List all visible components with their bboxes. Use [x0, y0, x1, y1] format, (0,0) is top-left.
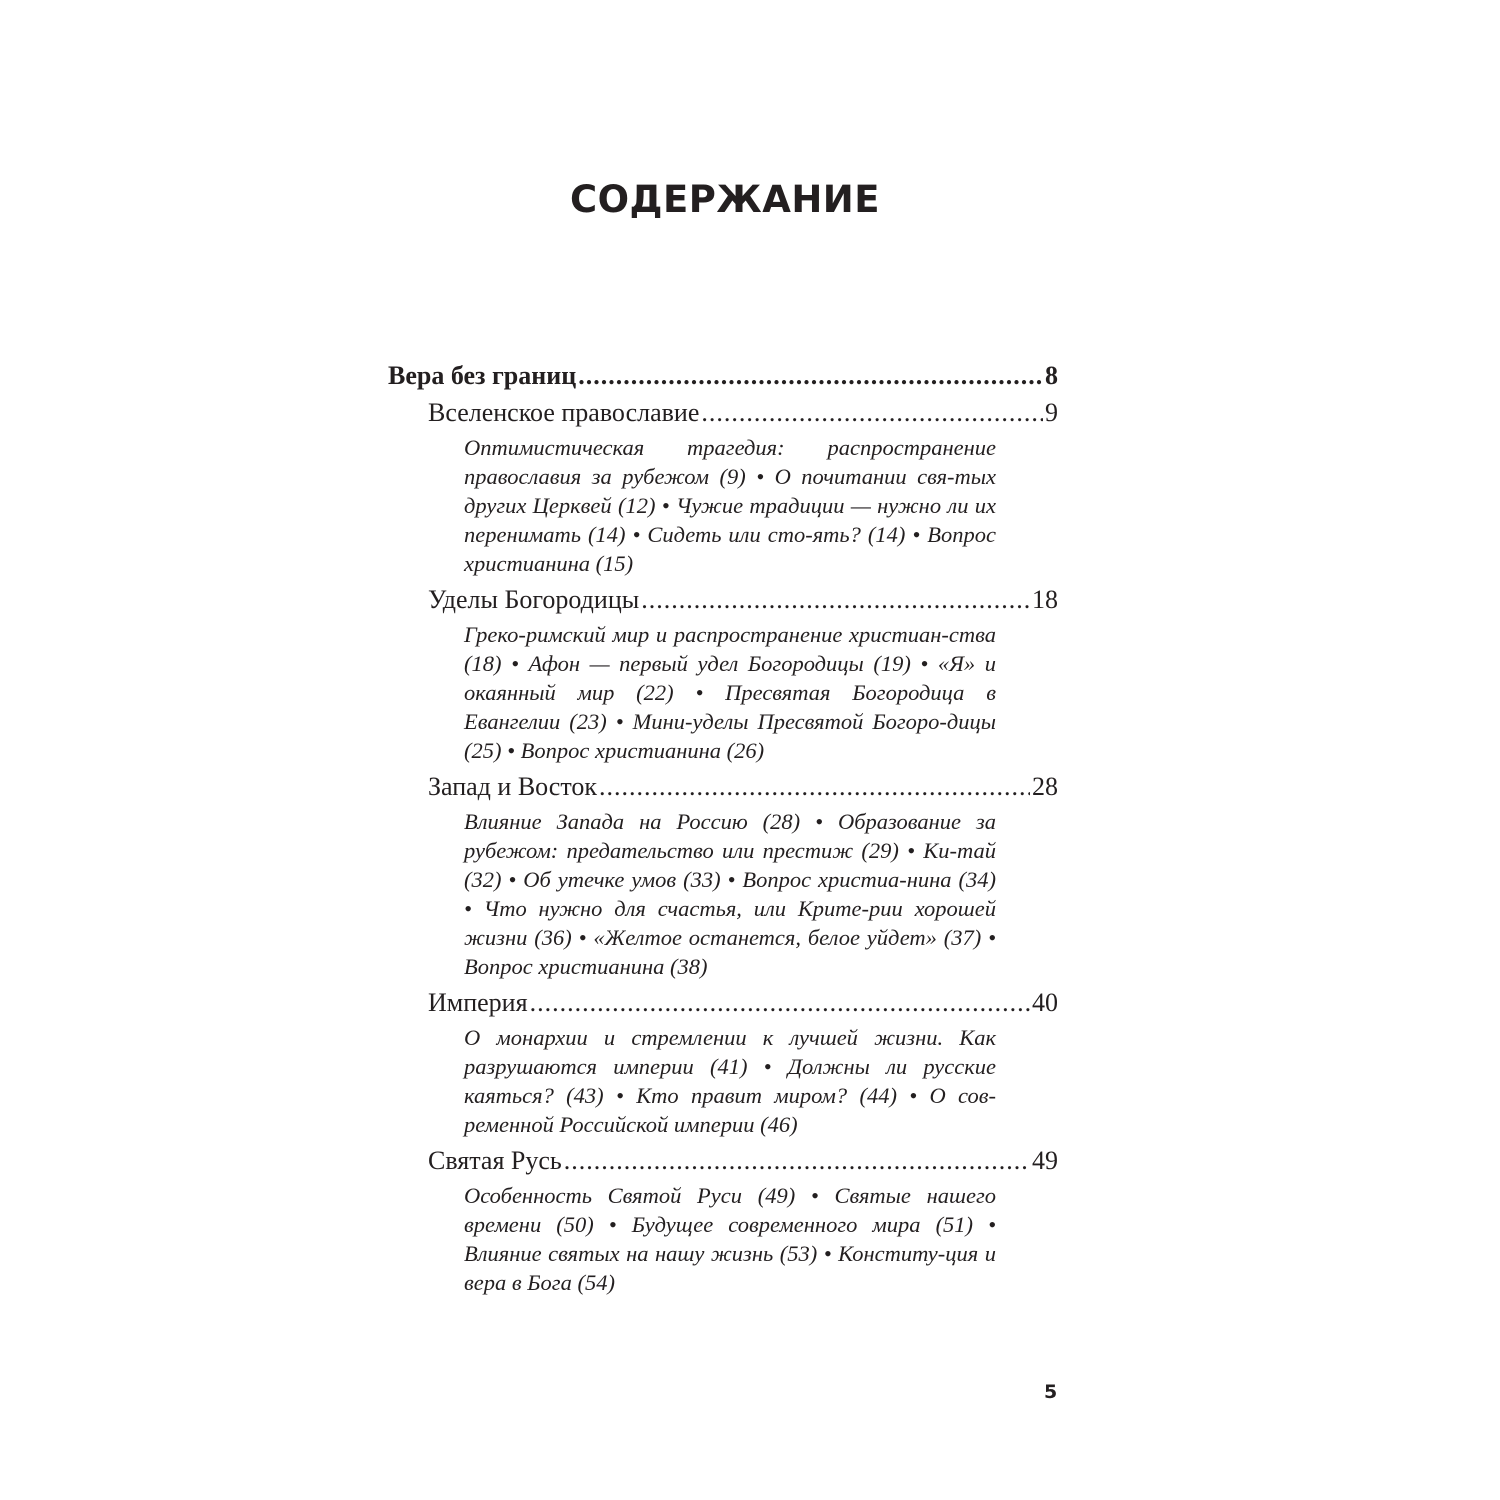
toc-subsections: Оптимистическая трагедия: распространение православия за рубежом (9) • О почитании свя-тых других Церквей (12) • Чужие традиции — нужно ли их перенимать (14) • Сидеть или сто-ять? (14) • Вопрос христианина (15) — [464, 435, 996, 576]
toc-chapter-entry[interactable] — [428, 395, 1058, 431]
page-number: 5 — [1044, 1381, 1058, 1403]
toc-chapter-label: Святая Русь — [428, 1146, 562, 1175]
toc-chapter-entry[interactable] — [428, 769, 1058, 805]
dot-leader — [564, 1143, 1030, 1179]
dot-leader — [701, 395, 1043, 431]
toc-subsections: Влияние Запада на Россию (28) • Образование за рубежом: предательство или престиж (29) • Ки-тай (32) • Об утечке умов (33) • Вопрос христиа-нина (34) • Что нужно для счастья, или Крите-рии хорошей жизни (36) • «Желтое останется, белое уйдет» (37) • Вопрос христианина (38) — [464, 809, 996, 979]
toc-chapter-label: Вселенское православие — [428, 398, 700, 427]
dot-leader — [578, 358, 1043, 394]
toc-chapter-label: Запад и Восток — [428, 772, 597, 801]
toc-part-page: 8 — [1045, 361, 1058, 390]
toc-chapter-label: Империя — [428, 988, 528, 1017]
toc-chapter-page: 9 — [1045, 398, 1058, 427]
page-title: СОДЕРЖАНИЕ — [569, 178, 881, 221]
toc-subsections: О монархии и стремлении к лучшей жизни. Как разрушаются империи (41) • Должны ли русские каяться? (43) • Кто правит миром? (44) • О сов-ременной Российской империи (46) — [464, 1025, 996, 1137]
toc-chapter-entry[interactable] — [428, 985, 1058, 1021]
toc-chapter-entry[interactable] — [428, 582, 1058, 618]
toc-chapter-entry[interactable] — [428, 1143, 1058, 1179]
dot-leader — [530, 985, 1030, 1021]
dot-leader — [641, 582, 1030, 618]
toc-chapter-label: Уделы Богородицы — [428, 585, 640, 614]
toc-subsections: Греко-римский мир и распространение христиан-ства (18) • Афон — первый удел Богородицы (19) • «Я» и окаянный мир (22) • Пресвятая Богородица в Евангелии (23) • Мини-уделы Пресвятой Богоро-дицы (25) • Вопрос христианина (26) — [464, 622, 996, 763]
toc-chapter-page: 28 — [1032, 772, 1058, 801]
toc-chapter-page: 40 — [1032, 988, 1058, 1017]
dot-leader — [599, 769, 1030, 805]
toc-part-label: Вера без границ — [388, 361, 577, 390]
toc-chapter-page: 18 — [1032, 585, 1058, 614]
toc-part-entry[interactable] — [388, 358, 1058, 394]
toc-subsections: Особенность Святой Руси (49) • Святые нашего времени (50) • Будущее современного мира (51) • Влияние святых на нашу жизнь (53) • Конститу-ция и вера в Бога (54) — [464, 1183, 996, 1295]
table-of-contents — [388, 358, 1058, 1301]
toc-chapter-page: 49 — [1032, 1146, 1058, 1175]
